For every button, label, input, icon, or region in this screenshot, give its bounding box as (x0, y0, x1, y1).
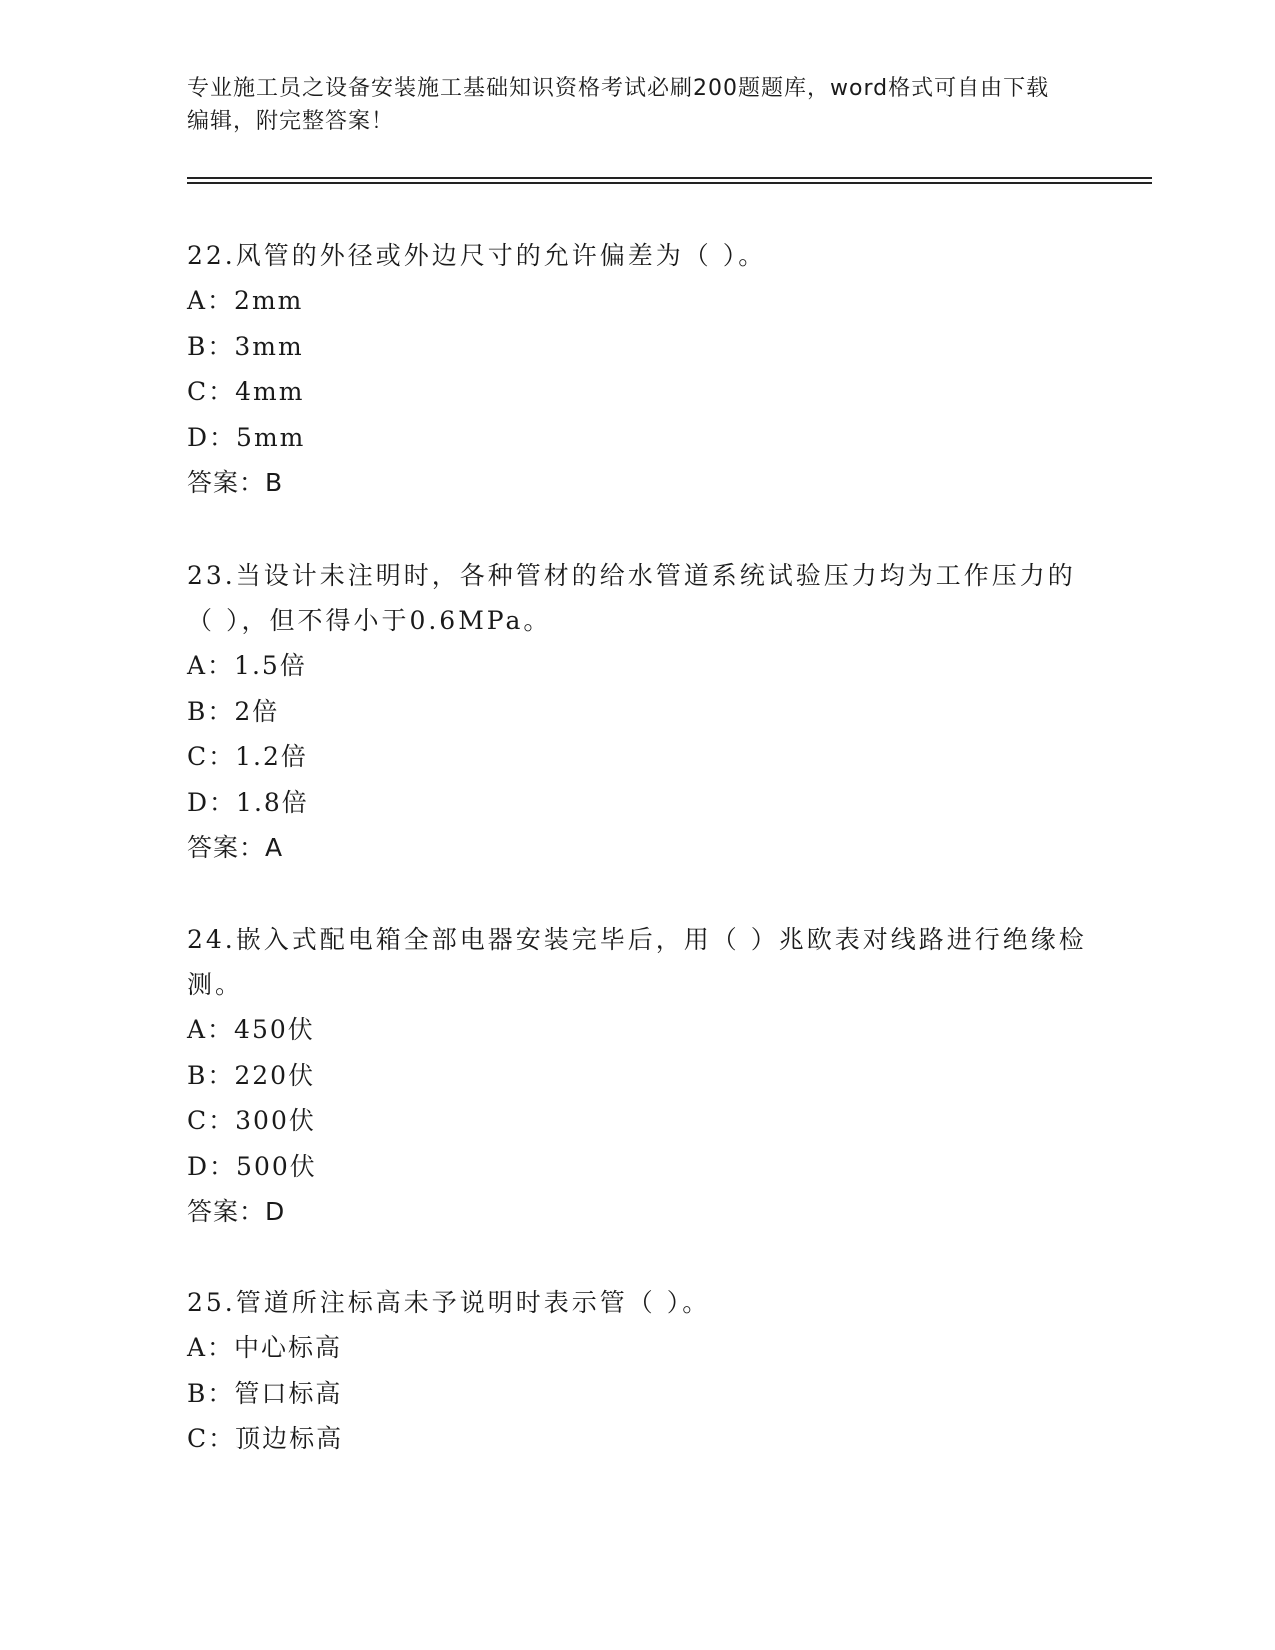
option-list (187, 278, 1087, 460)
question-stem: 23.当设计未注明时，各种管材的给水管道系统试验压力均为工作压力的（ ），但不得小于0.6MPa。 (187, 561, 1076, 635)
question-stem: 24.嵌入式配电箱全部电器安装完毕后，用（ ）兆欧表对线路进行绝缘检测。 (187, 925, 1087, 999)
answer: 答案：A (187, 833, 284, 862)
option-b: B：2倍 (187, 696, 280, 726)
question-23 (187, 553, 1087, 870)
option-d: D：5mm (187, 422, 306, 452)
option-b: B：220伏 (187, 1060, 316, 1090)
option-b: B：3mm (187, 331, 304, 361)
option-d: D：1.8倍 (187, 787, 309, 817)
document-header (187, 72, 1067, 138)
option-a: A：1.5倍 (187, 651, 307, 680)
option-list (187, 1325, 1087, 1462)
header-text: 专业施工员之设备安装施工基础知识资格考试必刷200题题库，word格式可自由下载编辑，附完整答案！ (187, 76, 1050, 134)
option-c: C：4mm (187, 377, 305, 406)
question-22 (187, 233, 1087, 505)
question-25 (187, 1280, 1087, 1462)
option-a: A：2mm (187, 286, 304, 315)
question-stem: 25.管道所注标高未予说明时表示管（ ）。 (187, 1288, 711, 1317)
question-stem: 22.风管的外径或外边尺寸的允许偏差为（ ）。 (187, 241, 767, 270)
option-c: C：300伏 (187, 1106, 316, 1135)
header-divider-top (187, 177, 1152, 179)
option-c: C：1.2倍 (187, 742, 308, 771)
option-list (187, 1007, 1087, 1189)
header-divider-bottom (187, 182, 1152, 184)
answer: 答案：D (187, 1197, 286, 1226)
option-list (187, 643, 1087, 825)
option-a: A：450伏 (187, 1015, 315, 1044)
option-a: A：中心标高 (187, 1333, 343, 1362)
option-c: C：顶边标高 (187, 1424, 344, 1453)
option-d: D：500伏 (187, 1151, 317, 1181)
question-24 (187, 917, 1087, 1234)
option-b: B：管口标高 (187, 1378, 343, 1408)
answer: 答案：B (187, 468, 284, 497)
